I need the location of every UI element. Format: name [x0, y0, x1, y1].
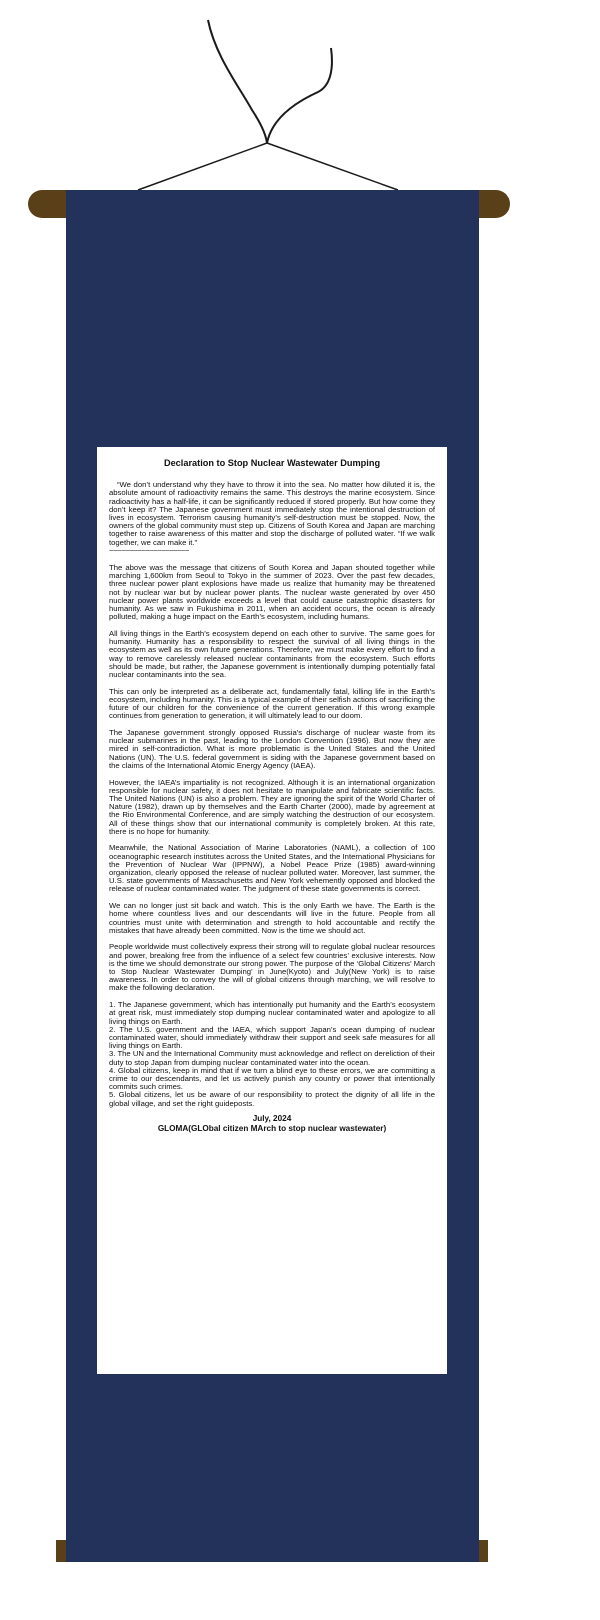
declaration-item: 3. The UN and the International Community must acknowledge and reflect on dereliction of their duty to stop Japan from dumping nuclear contaminated water into the ocean. [109, 1049, 435, 1067]
declaration-list [109, 1001, 435, 1108]
declaration-item: 2. The U.S. government and the IAEA, which support Japan’s ocean dumping of nuclear contaminated water, should immediately withdraw their support and seek safe measures for all living things on Earth. [109, 1024, 435, 1051]
paragraph: This can only be interpreted as a deliberate act, fundamentally fatal, killing life in the Earth’s ecosystem, including humanity. This is a typical example of their selfish actions of sacrificing the future of our children for the convenience of the current generation. If this wrong example continues from generation to generation, it will ultimately lead to our doom. [109, 686, 435, 721]
declaration-date: July, 2024 [252, 1113, 292, 1123]
declaration-item: 1. The Japanese government, which has intentionally put humanity and the Earth’s ecosystem at great risk, must immediately stop dumping nuclear contaminated water and apologize to all living things on Earth. [109, 1000, 435, 1026]
paragraph: The Japanese government strongly opposed Russia’s discharge of nuclear waste from its nuclear submarines in the past, leading to the London Convention (1996). But now they are mired in self-contradiction. What is more problematic is the United States and the United Nations (UN). The U.S. federal government is siding with the Japanese government based on the claims of the International Atomic Energy Agency (IAEA). [109, 727, 435, 770]
document-title: Declaration to Stop Nuclear Wastewater Dumping [163, 458, 381, 468]
string-curl-right [267, 48, 332, 143]
banner-bottom-edge [66, 1540, 479, 1562]
paragraph: Meanwhile, the National Association of Marine Laboratories (NAML), a collection of 100 oceanographic research institutes across the United States, and the International Physicians for the Prevention of Nuclear War (IPPNW), a Nobel Peace Prize (1985) award-winning organization, clearly opposed the release of nuclear polluted water. Moreover, last summer, the U.S. state governments of Massachusetts and New York vehemently opposed and blocked the release of nuclear contaminated water. The judgment of these state governments is correct. [109, 843, 435, 894]
paragraph: The above was the message that citizens of South Korea and Japan shouted together while marching 1,600km from Seoul to Tokyo in the summer of 2023. Over the past few decades, three nuclear power plant explosions have made us realize that humanity may be threatened not by nuclear war but by nuclear power plants. The nuclear waste generated by over 450 nuclear power plants worldwide exceeds a level that could cause catastrophic disasters for humanity. As we saw in Fukushima in 2011, when an accident occurs, the ocean is already polluted, making a huge impact on the Earth’s ecosystem, including humans. [109, 563, 435, 622]
opening-quote: “We don’t understand why they have to throw it into the sea. No matter how diluted it is, the absolute amount of radioactivity remains the same. This destroys the marine ecosystem. Since radioactivity has a half-life, it can be significantly reduced if stored properly. But how come they don’t keep it? The Japanese government must immediately stop the intentional destruction of lives in ecosystem. Terrorism causing humanity’s self-destruction must be stopped. Now, the owners of the global community must step up. Citizens of South Korea and Japan are marching together to raise awareness of this matter and stop the discharge of polluted water. “If we walk together, we can make it.” [109, 480, 435, 547]
paragraph: However, the IAEA’s impartiality is not recognized. Although it is an international organization responsible for nuclear safety, it does not hesitate to manipulate and fabricate scientific facts. The United Nations (UN) is also a problem. They are ignoring the spirit of the World Charter of Nature (1982), drawn up by themselves and the Earth Charter (2000), made by agreement at the Rio Environmental Conference, and are simply watching the destruction of our ecosystem. All of these things show that our international community is completely broken. At this rate, there is no hope for humanity. [109, 777, 435, 836]
declaration-item: 5. Global citizens, let us be aware of our responsibility to protect the dignity of all life in the global village, and set the right guideposts. [109, 1090, 435, 1108]
declaration-item: 4. Global citizens, keep in mind that if we turn a blind eye to these errors, we are committing a crime to our descendants, and let us actively punish any country or power that intentionally commits such crimes. [109, 1065, 435, 1092]
paragraph: People worldwide must collectively express their strong will to regulate global nuclear resources and power, breaking free from the influence of a select few countries’ exclusive interests. Now is the time we should demonstrate our strong power. The purpose of the ‘Global Citizens’ March to Stop Nuclear Wastewater Dumping’ in June(Kyoto) and July(New York) is to raise awareness. In order to convey the will of global citizens through marching, we will resolve to make the following declaration. [109, 942, 435, 993]
string-left-leg [138, 143, 267, 190]
string-right-leg [267, 143, 398, 190]
signatory: GLOMA(GLObal citizen MArch to stop nuclear wastewater) [157, 1123, 387, 1133]
declaration-paper [97, 447, 447, 1374]
section-divider: ~~~~~~~~~~~~~~~~~~~~ [109, 545, 189, 555]
string-curl-left [208, 20, 267, 143]
paragraph: All living things in the Earth’s ecosystem depend on each other to survive. The same goes for humanity. Humanity has a responsibility to respect the survival of all living things in the ecosystem as well as its own future generations. Therefore, we must make every effort to find a way to remove carelessly released nuclear contaminants from the ecosystem. Such efforts should be made, but rather, the Japanese government is intentionally dumping potentially fatal nuclear contaminants into the sea. [109, 628, 435, 679]
paragraph: We can no longer just sit back and watch. This is the only Earth we have. The Earth is the home where countless lives and our descendants will live in the future. People from all countries must unite with determination and strength to hold accountable and rectify the mistakes that have already been committed. Now is the time we should act. [109, 901, 435, 935]
